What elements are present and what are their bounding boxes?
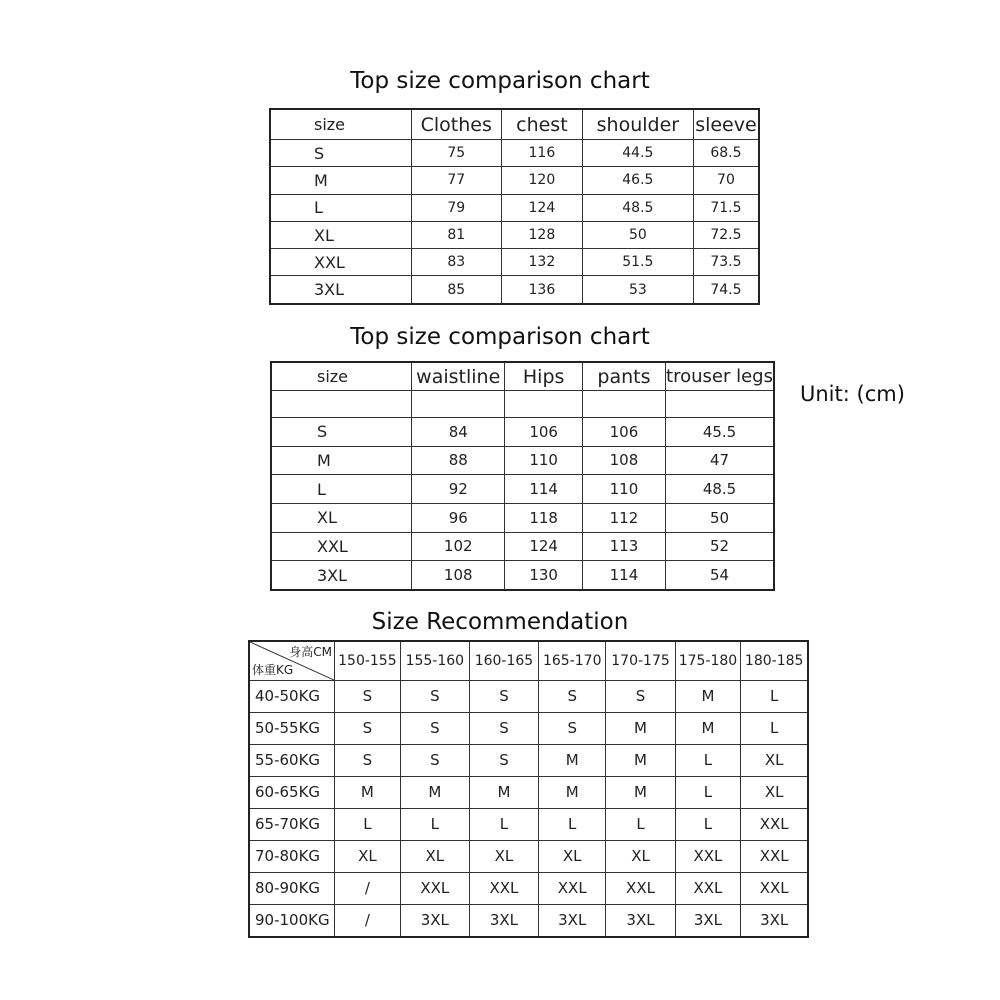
- recommended-size-cell: S: [539, 712, 606, 744]
- column-header: pants: [582, 362, 665, 391]
- top-size-table-body: [270, 109, 759, 304]
- column-header: Clothes: [411, 109, 501, 140]
- recommended-size-cell: XXL: [400, 872, 469, 904]
- recommended-size-cell: XXL: [741, 872, 808, 904]
- value-cell: 53: [582, 276, 693, 304]
- column-header: shoulder: [582, 109, 693, 140]
- recommended-size-cell: S: [335, 744, 401, 776]
- weight-range-cell: 40-50KG: [249, 681, 335, 713]
- pants-chart-title: Top size comparison chart: [350, 324, 650, 350]
- recommended-size-cell: L: [741, 712, 808, 744]
- table-row: [271, 561, 774, 590]
- empty-cell: [505, 391, 583, 418]
- height-range-header: 175-180: [675, 641, 741, 681]
- recommended-size-cell: XL: [400, 840, 469, 872]
- empty-cell: [666, 391, 774, 418]
- weight-range-cell: 80-90KG: [249, 872, 335, 904]
- table-row: [271, 532, 774, 561]
- value-cell: 48.5: [582, 194, 693, 221]
- recommended-size-cell: 3XL: [675, 904, 741, 937]
- weight-row: [249, 744, 808, 776]
- weight-row: [249, 712, 808, 744]
- value-cell: 102: [412, 532, 505, 561]
- recommended-size-cell: XL: [469, 840, 538, 872]
- pants-size-table: [270, 361, 775, 591]
- value-cell: 79: [411, 194, 501, 221]
- empty-cell: [271, 391, 412, 418]
- recommended-size-cell: XXL: [741, 808, 808, 840]
- recommended-size-cell: M: [469, 776, 538, 808]
- recommended-size-cell: 3XL: [606, 904, 675, 937]
- size-cell: S: [270, 140, 411, 167]
- height-range-header: 165-170: [539, 641, 606, 681]
- weight-range-cell: 60-65KG: [249, 776, 335, 808]
- value-cell: 68.5: [693, 140, 759, 167]
- recommended-size-cell: L: [469, 808, 538, 840]
- recommended-size-cell: S: [469, 681, 538, 713]
- weight-row: [249, 840, 808, 872]
- recommended-size-cell: L: [675, 808, 741, 840]
- value-cell: 50: [582, 221, 693, 248]
- value-cell: 124: [501, 194, 582, 221]
- recommended-size-cell: M: [675, 681, 741, 713]
- value-cell: 114: [505, 475, 583, 504]
- size-cell: M: [271, 446, 412, 475]
- corner-diagonal: [250, 642, 334, 680]
- recommended-size-cell: 3XL: [741, 904, 808, 937]
- height-range-header: 155-160: [400, 641, 469, 681]
- weight-axis-label: 体重KG: [252, 663, 294, 677]
- column-header: size: [271, 362, 412, 391]
- value-cell: 75: [411, 140, 501, 167]
- value-cell: 73.5: [693, 249, 759, 276]
- value-cell: 74.5: [693, 276, 759, 304]
- table-row: [270, 194, 759, 221]
- value-cell: 50: [666, 503, 774, 532]
- value-cell: 51.5: [582, 249, 693, 276]
- recommended-size-cell: XXL: [741, 840, 808, 872]
- value-cell: 83: [411, 249, 501, 276]
- recommended-size-cell: M: [539, 776, 606, 808]
- height-range-header: 180-185: [741, 641, 808, 681]
- recommended-size-cell: L: [675, 776, 741, 808]
- value-cell: 106: [505, 418, 583, 447]
- value-cell: 112: [582, 503, 665, 532]
- height-axis-label: 身高CM: [289, 645, 332, 659]
- recommended-size-cell: L: [335, 808, 401, 840]
- value-cell: 128: [501, 221, 582, 248]
- empty-cell: [412, 391, 505, 418]
- recommended-size-cell: M: [335, 776, 401, 808]
- size-cell: XXL: [271, 532, 412, 561]
- weight-range-cell: 55-60KG: [249, 744, 335, 776]
- value-cell: 88: [412, 446, 505, 475]
- value-cell: 84: [412, 418, 505, 447]
- recommended-size-cell: M: [606, 744, 675, 776]
- size-cell: XL: [270, 221, 411, 248]
- weight-row: [249, 681, 808, 713]
- value-cell: 46.5: [582, 167, 693, 194]
- height-range-header: 150-155: [335, 641, 401, 681]
- height-range-header: 170-175: [606, 641, 675, 681]
- weight-range-cell: 90-100KG: [249, 904, 335, 937]
- table-row: [271, 418, 774, 447]
- value-cell: 44.5: [582, 140, 693, 167]
- value-cell: 72.5: [693, 221, 759, 248]
- size-recommendation-table-body: [249, 641, 808, 937]
- value-cell: 85: [411, 276, 501, 304]
- value-cell: 106: [582, 418, 665, 447]
- value-cell: 71.5: [693, 194, 759, 221]
- recommended-size-cell: S: [539, 681, 606, 713]
- pants-size-table-body: [271, 362, 774, 590]
- value-cell: 113: [582, 532, 665, 561]
- recommended-size-cell: XL: [741, 744, 808, 776]
- value-cell: 92: [412, 475, 505, 504]
- value-cell: 108: [412, 561, 505, 590]
- recommended-size-cell: XXL: [469, 872, 538, 904]
- weight-row: [249, 808, 808, 840]
- column-header: waistline: [412, 362, 505, 391]
- empty-cell: [582, 391, 665, 418]
- size-cell: L: [270, 194, 411, 221]
- table-row: [270, 249, 759, 276]
- size-cell: 3XL: [271, 561, 412, 590]
- value-cell: 54: [666, 561, 774, 590]
- value-cell: 47: [666, 446, 774, 475]
- value-cell: 110: [582, 475, 665, 504]
- value-cell: 114: [582, 561, 665, 590]
- top-chart-title: Top size comparison chart: [350, 68, 650, 94]
- column-header: chest: [501, 109, 582, 140]
- table-row: [271, 475, 774, 504]
- table-header-row: [270, 109, 759, 140]
- table-row: [270, 140, 759, 167]
- recommended-size-cell: M: [675, 712, 741, 744]
- recommended-size-cell: S: [400, 712, 469, 744]
- recommended-size-cell: XXL: [606, 872, 675, 904]
- table-row: [270, 276, 759, 304]
- table-row: [270, 221, 759, 248]
- value-cell: 132: [501, 249, 582, 276]
- value-cell: 120: [501, 167, 582, 194]
- weight-range-cell: 50-55KG: [249, 712, 335, 744]
- recommended-size-cell: M: [606, 712, 675, 744]
- value-cell: 48.5: [666, 475, 774, 504]
- height-header-row: [249, 641, 808, 681]
- weight-row: [249, 872, 808, 904]
- value-cell: 116: [501, 140, 582, 167]
- empty-row: [271, 391, 774, 418]
- recommended-size-cell: 3XL: [539, 904, 606, 937]
- value-cell: 52: [666, 532, 774, 561]
- column-header: trouser legs: [666, 362, 774, 391]
- recommended-size-cell: S: [400, 744, 469, 776]
- value-cell: 110: [505, 446, 583, 475]
- value-cell: 45.5: [666, 418, 774, 447]
- recommended-size-cell: S: [335, 712, 401, 744]
- value-cell: 118: [505, 503, 583, 532]
- recommended-size-cell: S: [469, 712, 538, 744]
- value-cell: 136: [501, 276, 582, 304]
- recommended-size-cell: S: [606, 681, 675, 713]
- recommended-size-cell: M: [539, 744, 606, 776]
- recommended-size-cell: L: [606, 808, 675, 840]
- weight-range-cell: 70-80KG: [249, 840, 335, 872]
- height-range-header: 160-165: [469, 641, 538, 681]
- value-cell: 130: [505, 561, 583, 590]
- value-cell: 124: [505, 532, 583, 561]
- table-row: [271, 446, 774, 475]
- size-cell: L: [271, 475, 412, 504]
- value-cell: 108: [582, 446, 665, 475]
- value-cell: 96: [412, 503, 505, 532]
- recommended-size-cell: /: [335, 872, 401, 904]
- recommended-size-cell: L: [400, 808, 469, 840]
- recommended-size-cell: 3XL: [400, 904, 469, 937]
- value-cell: 81: [411, 221, 501, 248]
- recommended-size-cell: M: [606, 776, 675, 808]
- value-cell: 70: [693, 167, 759, 194]
- size-cell: S: [271, 418, 412, 447]
- column-header: size: [270, 109, 411, 140]
- recommended-size-cell: XL: [335, 840, 401, 872]
- recommended-size-cell: XXL: [675, 872, 741, 904]
- recommended-size-cell: XXL: [539, 872, 606, 904]
- recommended-size-cell: XXL: [675, 840, 741, 872]
- recommended-size-cell: S: [400, 681, 469, 713]
- recommended-size-cell: /: [335, 904, 401, 937]
- size-cell: M: [270, 167, 411, 194]
- size-cell: XL: [271, 503, 412, 532]
- weight-range-cell: 65-70KG: [249, 808, 335, 840]
- size-recommendation-table: [248, 640, 809, 938]
- top-size-table: [269, 108, 760, 305]
- recommended-size-cell: L: [539, 808, 606, 840]
- unit-label: Unit: (cm): [800, 382, 905, 406]
- recommended-size-cell: XL: [539, 840, 606, 872]
- recommended-size-cell: M: [400, 776, 469, 808]
- recommended-size-cell: L: [675, 744, 741, 776]
- table-row: [271, 503, 774, 532]
- size-cell: 3XL: [270, 276, 411, 304]
- recommendation-title: Size Recommendation: [371, 609, 629, 635]
- recommended-size-cell: XL: [741, 776, 808, 808]
- weight-row: [249, 776, 808, 808]
- column-header: Hips: [505, 362, 583, 391]
- size-cell: XXL: [270, 249, 411, 276]
- column-header: sleeve: [693, 109, 759, 140]
- weight-row: [249, 904, 808, 937]
- recommended-size-cell: S: [469, 744, 538, 776]
- corner-header-cell: [249, 641, 335, 681]
- recommended-size-cell: L: [741, 681, 808, 713]
- recommended-size-cell: 3XL: [469, 904, 538, 937]
- value-cell: 77: [411, 167, 501, 194]
- recommended-size-cell: XL: [606, 840, 675, 872]
- table-header-row: [271, 362, 774, 391]
- table-row: [270, 167, 759, 194]
- recommended-size-cell: S: [335, 681, 401, 713]
